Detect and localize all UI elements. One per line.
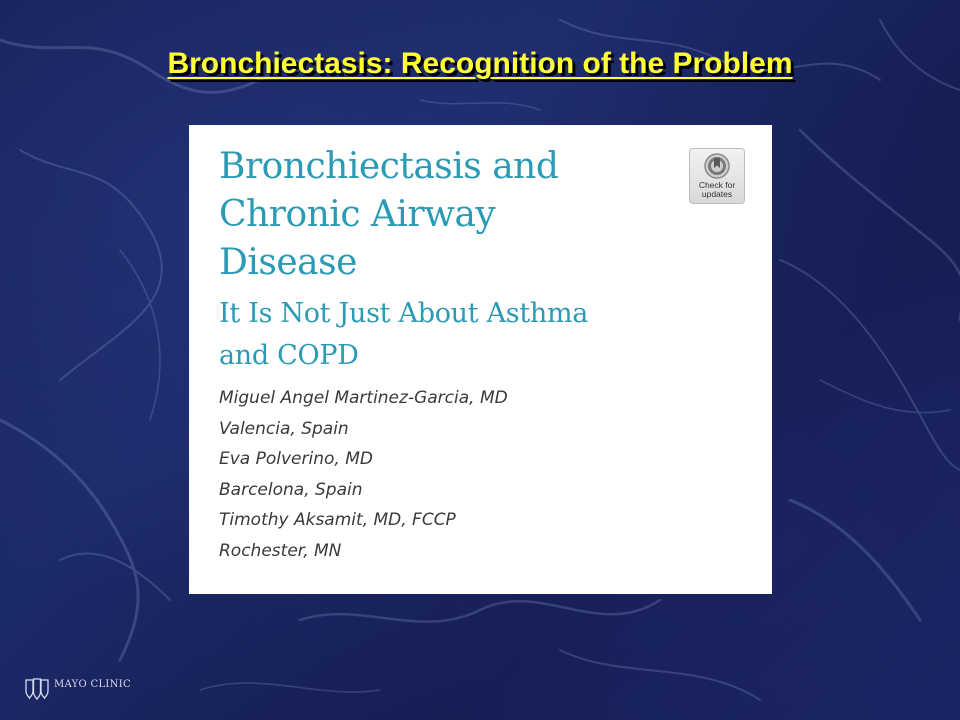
author-name: Timothy Aksamit, MD, FCCP — [219, 510, 456, 530]
bookmark-check-icon — [704, 153, 730, 179]
author-location: Rochester, MN — [219, 540, 342, 561]
check-for-updates-badge — [689, 148, 745, 204]
article-subtitle-line: It Is Not Just About Asthma — [219, 298, 589, 329]
article-subtitle-line: and COPD — [219, 340, 359, 371]
article-title — [219, 143, 669, 287]
badge-line: Check for — [698, 180, 736, 190]
author-list — [219, 383, 508, 566]
logo-text: MAYO CLINIC — [54, 679, 131, 690]
article-image — [189, 125, 772, 594]
article-subtitle — [219, 293, 689, 377]
article-title-line: Bronchiectasis and — [219, 146, 559, 187]
check-for-updates-label — [690, 181, 744, 199]
mayo-clinic-shields-icon — [24, 677, 50, 701]
badge-line: updates — [701, 189, 733, 199]
author-name: Eva Polverino, MD — [219, 449, 373, 469]
slide-title — [0, 44, 960, 81]
author-location: Valencia, Spain — [219, 418, 349, 439]
author-name: Miguel Angel Martinez-Garcia, MD — [219, 388, 508, 408]
article-title-line: Chronic Airway — [219, 194, 496, 235]
article-title-line: Disease — [219, 242, 357, 283]
slide-title-text: Bronchiectasis: Recognition of the Problem — [167, 47, 793, 80]
author-location: Barcelona, Spain — [219, 479, 363, 500]
